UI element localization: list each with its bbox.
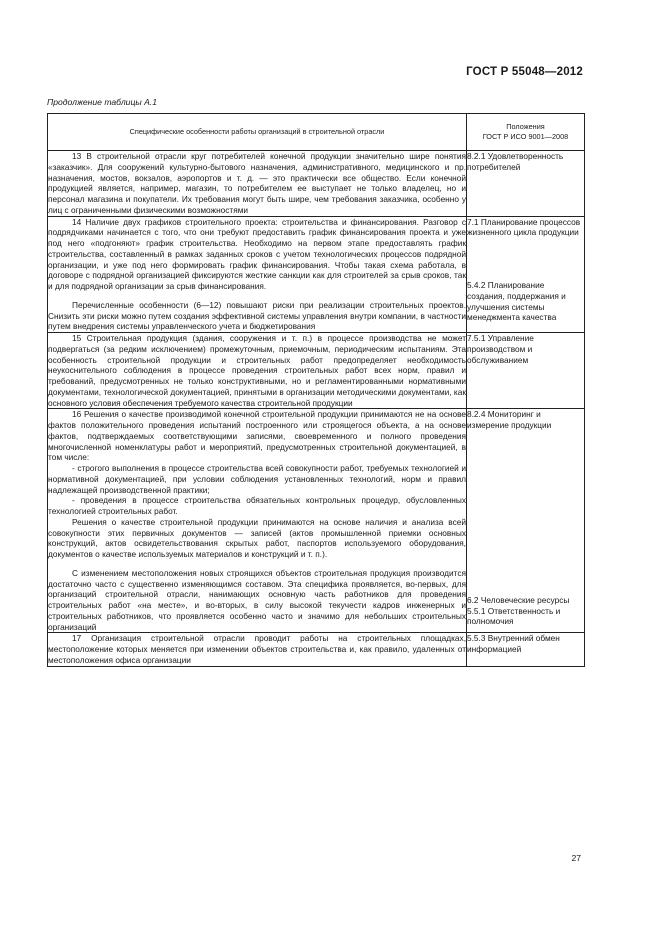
table-row [48,409,585,633]
column-header-right-line2: ГОСТ Р ИСО 9001—2008 [482,132,569,141]
reference-text: 5.5.3 Внутренний обмен информацией [467,633,560,654]
feature-cell [48,409,467,633]
page-number: 27 [571,853,581,863]
reference-cell [467,633,585,666]
feature-paragraph: 15 Строительная продукция (здания, сооружения и т. п.) в процессе производства не может подвергаться (за редким исключением) промежуточным, приемочным, периодическим испытаниям. Эта особенность строительной продукции и строительных работ предопределяет необходимость неукоснительного соблюдения в процессе проведения строительных работ всех норм, правил и требований, предусмотренных не только конструктивными, но и регламентированными нормативными документами, технологической документацией, принятыми в организации методическими документами, как основного условия обеспечения требуемого качества строительной продукции [48,333,466,408]
reference-cell [467,216,585,333]
feature-paragraph: 13 В строительной отрасли круг потребителей конечной продукции значительно шире понятия «заказчик». Для сооружений культурно-бытового назначения, административного, медицинского и пр. назначения, мостов, вокзалов, аэропортов и т. д. — это практически все общество. Если конечной продукцией является, например, магазин, то потребителем ее выступает не только владелец, но и персонал магазина и покупатели. Их требования могут быть шире, чем требования заказчика, особенно у лиц с ограниченными физическими возможностями [48,151,466,215]
table-row [48,151,585,217]
feature-list-item: - проведения в процессе строительства обязательных контрольных процедур, обусловленных технологией строительных работ. [48,495,466,516]
reference-cell [467,333,585,409]
feature-paragraph: 17 Организация строительной отрасли проводит работы на строительных площадках, местоположение которых меняется при изменении объектов строительства и, как правило, удаленных от местоположения офиса организации [48,633,466,665]
feature-cell [48,633,467,666]
column-header-left: Специфические особенности работы организаций в строительной отрасли [48,114,467,151]
feature-paragraph: Перечисленные особенности (6—12) повышают риски при реализации строительных проектов. Снизить эти риски можно путем создания эффективной системы управления внутри компании, в частности путем внедрения системы управленческого учета и бюджетирования [48,299,466,332]
feature-paragraph: 16 Решения о качестве производимой конечной строительной продукции принимаются не на основе фактов положительного проведения испытаний построенного или строящегося объекта, а на основе фактов, подтверждаемых соответствующими записями, своевременного и полного проведения многочисленной номенклатуры работ и мероприятий, предусмотренных строительной документацией, в том числе: [48,409,466,463]
document-header: ГОСТ Р 55048—2012 [466,66,583,78]
reference-text: 6.2 Человеческие ресурсы [467,594,570,605]
reference-cell [467,151,585,217]
requirements-table [47,113,585,667]
feature-paragraph: С изменением местоположения новых строящихся объектов строительная продукция производится достаточно часто с существенно изменяющимся составом. Эта специфика проявляется, во-первых, для организаций строительной отрасли, нанимающих основную часть работников для проведения строительных работ «на месте», и во-вторых, в силу высокой текучести кадров инженерных и строительных работников, что проявляется особенно часто и значимо для небольших строительных организаций [48,567,466,632]
table-row [48,633,585,666]
reference-text: 8.2.4 Мониторинг и измерение продукции [467,409,552,430]
feature-paragraph: Решения о качестве строительной продукции принимаются на основе наличия и анализа всей совокупности этих первичных документов — записей (актов промышленной приемки основных конструкций, актов освидетельствования скрытых работ, паспортов используемого оборудования, документов о качестве используемых материалов и конструкций и т. п.). [48,516,466,559]
feature-cell [48,333,467,409]
table-caption: Продолжение таблицы А.1 [47,97,157,107]
feature-list-item: - строгого выполнения в процессе строительства всей совокупности работ, требуемых технологией и нормативной документацией, при условии соблюдения установленных технологий, норм и правил надлежащей производственной практики; [48,463,466,495]
reference-cell [467,409,585,633]
column-header-right [467,114,585,151]
table-header-row [48,114,585,151]
feature-cell [48,216,467,333]
table-row [48,216,585,333]
table-row [48,333,585,409]
column-header-right-line1: Положения [506,122,545,131]
reference-text: 7.1 Планирование процессов жизненного цикла продукции [467,216,581,238]
feature-paragraph: 14 Наличие двух графиков строительного проекта: строительства и финансирования. Разговор с подрядчиками начинается с того, что они требуют предоставить график финансирования проекта и уже под него «подгоняют» график строительства. Необходимо на первом этапе предоставлять график строительства, составленный в рамках заданных сроков с учетом технологических процессов подрядной организации, и уже под него формировать график финансирования. Чтобы такая схема работала, в договоре с подрядной организацией фиксируются жесткие санкции как для строителей за срыв сроков, так и для подрядной организации за срыв финансирования. [48,216,466,291]
reference-text: 5.4.2 Планирование создания, поддержания и улучшения системы менеджмента качества [467,280,566,323]
feature-cell [48,151,467,217]
reference-text: 7.5.1 Управление производством и обслуживанием [467,333,534,365]
reference-text: 8.2.1 Удовлетворенность потребителей [467,151,564,172]
reference-text: 5.5.1 Ответственность и полномочия [467,605,561,627]
